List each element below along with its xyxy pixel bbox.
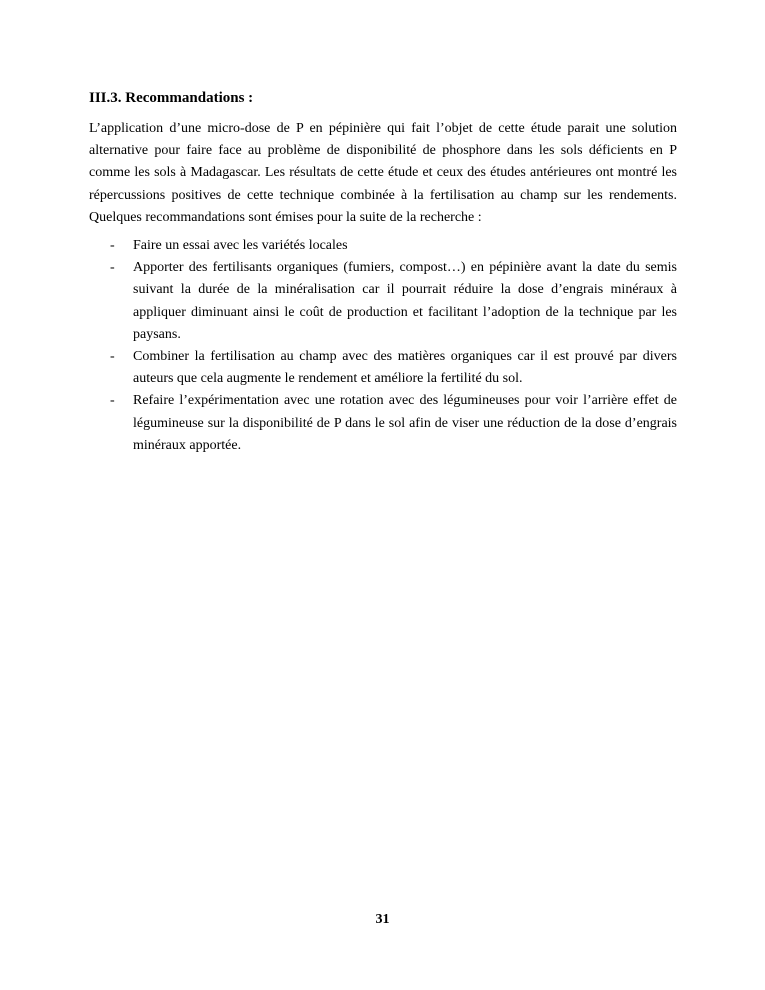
intro-paragraph: L’application d’une micro-dose de P en pépinière qui fait l’objet de cette étude parait une solution alternative pour faire face au problème de disponibilité de phosphore dans les sols déficients en P comme les sols à Madagascar. Les résultats de cette étude et ceux des études antérieures ont montré les répercussions positives de cette technique combinée à la fertilisation au champ sur les rendements. Quelques recommandations sont émises pour la suite de la recherche : (89, 121, 677, 225)
list-dash: - (110, 349, 115, 365)
page-number: 31 (375, 912, 390, 927)
list-dash: - (110, 238, 115, 254)
recommendation-text: Refaire l’expérimentation avec une rotation avec des légumineuses pour voir l’arrière effet de légumineuse sur la disponibilité de P dans le sol afin de viser une réduction de la dose d’engrais minéraux apportée. (133, 393, 677, 453)
recommendation-item (89, 235, 677, 257)
recommendation-item (89, 257, 677, 346)
recommendation-text: Faire un essai avec les variétés locales (133, 238, 348, 254)
list-dash: - (110, 260, 115, 276)
recommendation-item (89, 346, 677, 390)
document-page (89, 88, 677, 457)
recommendation-text: Combiner la fertilisation au champ avec des matières organiques car il est prouvé par divers auteurs que cela augmente le rendement et améliore la fertilité du sol. (133, 349, 677, 387)
recommendation-item (89, 390, 677, 457)
recommendations-list (89, 235, 677, 457)
recommendation-text: Apporter des fertilisants organiques (fumiers, compost…) en pépinière avant la date du semis suivant la durée de la minéralisation car il pourrait réduire la dose d’engrais minéraux à appliquer diminuant ainsi le coût de production et facilitant l’adoption de la technique par les paysans. (133, 260, 677, 342)
section-heading: III.3. Recommandations : (89, 90, 254, 106)
list-dash: - (110, 393, 115, 409)
